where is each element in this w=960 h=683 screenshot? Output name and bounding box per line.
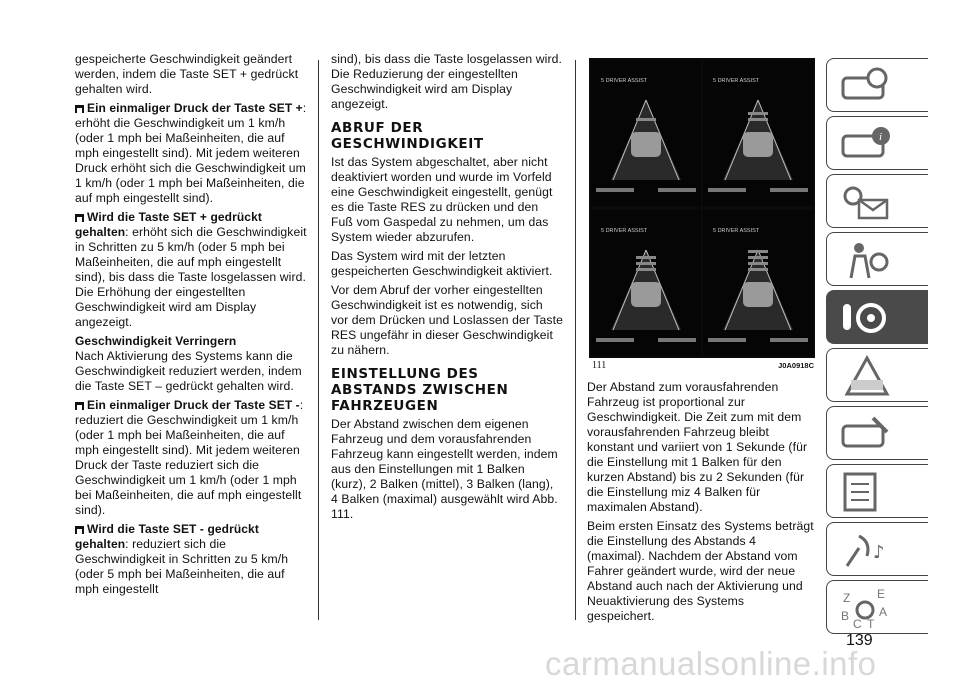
svg-text:♪: ♪ xyxy=(873,542,885,563)
paragraph: gespeicherte Geschwindigkeit geändert werden, indem die Taste SET + gedrückt gehalten wird. xyxy=(75,52,299,96)
svg-text:5 DRIVER ASSIST: 5 DRIVER ASSIST xyxy=(601,228,648,234)
section-set-minus-single: Ein einmaliger Druck der Taste SET -: reduziert die Geschwindigkeit um 1 km/h (oder 1 mph bei Maßeinheiten, die auf mph eingestellt sind). Mit jedem weiteren Druck der Taste reduziert sich die Geschwindigkeit um 1 km/h (oder 1 mph bei Maßeinheiten, die auf mph eingestellt sind). xyxy=(75,398,304,517)
paragraph: Vor dem Abruf der vorher eingestellten Geschwindigkeit ist es notwendig, sich vor dem Drücken und Loslassen der Taste RES ungefähr in dieser Geschwindigkeit zu nähern. xyxy=(331,283,563,357)
tab-seatbelt-airbag[interactable] xyxy=(826,232,928,286)
text-column-2 xyxy=(331,52,563,526)
panel-label: 5 DRIVER ASSIST xyxy=(601,78,648,84)
tab-car-dashboard[interactable] xyxy=(826,58,928,112)
page-number: 139 xyxy=(846,632,873,649)
display-panel xyxy=(591,60,701,206)
svg-text:5 DRIVER ASSIST: 5 DRIVER ASSIST xyxy=(713,228,760,234)
column-divider xyxy=(575,60,576,620)
button-icon xyxy=(75,214,84,222)
sun-mail-icon xyxy=(837,180,897,224)
text-column-3 xyxy=(587,380,815,628)
car-breakdown-icon xyxy=(837,354,897,398)
tab-car-breakdown[interactable] xyxy=(826,348,928,402)
tab-multimedia[interactable] xyxy=(826,522,928,576)
text-column-1 xyxy=(75,52,307,601)
car-service-icon xyxy=(837,412,897,456)
watermark: carmanualsonline.info xyxy=(545,645,877,682)
section-heading: ABRUF DER GESCHWINDIGKEIT xyxy=(331,120,484,152)
figure-code: J0A0918C xyxy=(778,361,814,370)
button-icon xyxy=(75,402,84,410)
tab-car-info[interactable] xyxy=(826,116,928,170)
column-divider xyxy=(318,60,319,620)
key-steering-wheel-icon xyxy=(837,296,897,340)
index-icon xyxy=(837,586,897,630)
index-letter: Z xyxy=(843,591,851,605)
paragraph: Beim ersten Einsatz des Systems beträgt die Einstellung des Abstands 4 (maximal). Nachdem der Abstand vom Fahrer geändert wurde, wird der neue Abstand auch nach der Aktivierung und Neuaktivierung des Systems gespeichert. xyxy=(587,519,814,623)
index-letter: A xyxy=(879,605,888,619)
tab-index[interactable] xyxy=(826,580,928,634)
figure-distance-settings xyxy=(589,58,815,358)
button-icon xyxy=(75,526,84,534)
index-letter: E xyxy=(877,587,886,601)
tab-key-steering-wheel[interactable] xyxy=(826,290,928,344)
paragraph: sind), bis dass die Taste losgelassen wird. Die Reduzierung der eingestellten Geschwindigkeit wird am Display angezeigt. xyxy=(331,52,563,111)
figure-caption xyxy=(592,360,814,371)
tab-technical-data[interactable] xyxy=(826,464,928,518)
technical-data-icon xyxy=(837,470,897,514)
index-letter: B xyxy=(841,609,850,623)
section-set-minus-hold: Wird die Taste SET - gedrückt gehalten: reduziert sich die Geschwindigkeit in Schritten zu 5 km/h (oder 5 mph bei Maßeinheiten, die auf mph eingestellt xyxy=(75,522,289,596)
figure-number: 111 xyxy=(592,360,607,371)
tab-car-service[interactable] xyxy=(826,406,928,460)
section-heading: EINSTELLUNG DES ABSTANDS ZWISCHEN FAHRZEUGEN xyxy=(331,366,509,414)
index-letter: C xyxy=(853,617,862,630)
display-panel xyxy=(703,210,813,356)
button-icon xyxy=(75,105,84,113)
section-decrease: Geschwindigkeit Verringern Nach Aktivierung des Systems kann die Geschwindigkeit reduziert werden, indem die Taste SET – gedrückt gehalten wird. xyxy=(75,334,302,393)
display-panel xyxy=(703,60,813,206)
paragraph: Ist das System abgeschaltet, aber nicht deaktiviert worden und wurde im Vorfeld eine Geschwindigkeit eingestellt, genügt es die Taste RES zu drücken und den Fuß vom Gaspedal zu nehmen, um das System wieder abzurufen. xyxy=(331,155,553,244)
paragraph: Der Abstand zum vorausfahrenden Fahrzeug ist proportional zur Geschwindigkeit. Die Zeit zum mit dem vorausfahrenden Fahrzeug bleibt konstant und variiert von 1 Sekunde (für die Einstellung mit 1 Balken für den kurzen Abstand) bis zu 2 Sekunden (für die Einstellung miz 4 Balken für maximalen Abstand). xyxy=(587,380,808,514)
car-dashboard-icon xyxy=(837,64,897,108)
svg-text:5 DRIVER ASSIST: 5 DRIVER ASSIST xyxy=(713,78,760,84)
multimedia-icon xyxy=(837,528,897,572)
paragraph: Das System wird mit der letzten gespeicherten Geschwindigkeit aktiviert. xyxy=(331,249,553,278)
paragraph: Der Abstand zwischen dem eigenen Fahrzeug und dem vorausfahrenden Fahrzeug kann eingestellt werden, indem aus den Einstellungen mit 1 Balken (kurz), 2 Balken (mittel), 3 Balken (lang), 4 Balken (maximal) ausgewählt wird Abb. 111. xyxy=(331,417,558,521)
car-info-icon xyxy=(837,122,897,166)
index-letter: T xyxy=(867,617,875,630)
section-set-plus-hold: Wird die Taste SET + gedrückt gehalten: erhöht sich die Geschwindigkeit in Schritten zu 5 km/h (oder 5 mph bei Maßeinheiten, die auf mph eingestellt sind), bis dass die Taste losgelassen wird. Die Erhöhung der eingestellten Geschwindigkeit wird am Display angezeigt. xyxy=(75,210,307,329)
section-set-plus-single: Ein einmaliger Druck der Taste SET +: erhöht die Geschwindigkeit um 1 km/h (oder 1 mph bei Maßeinheiten, die auf mph eingestellt sind). Mit jedem weiteren Druck erhöht sich die Geschwindigkeit um 1 km/h (oder 1 mph bei Maßeinheiten, die auf mph eingestellt sind). xyxy=(75,101,307,205)
svg-text:i: i xyxy=(879,131,883,143)
tab-sun-mail[interactable] xyxy=(826,174,928,228)
seatbelt-airbag-icon xyxy=(837,238,897,282)
display-panel xyxy=(591,210,701,356)
